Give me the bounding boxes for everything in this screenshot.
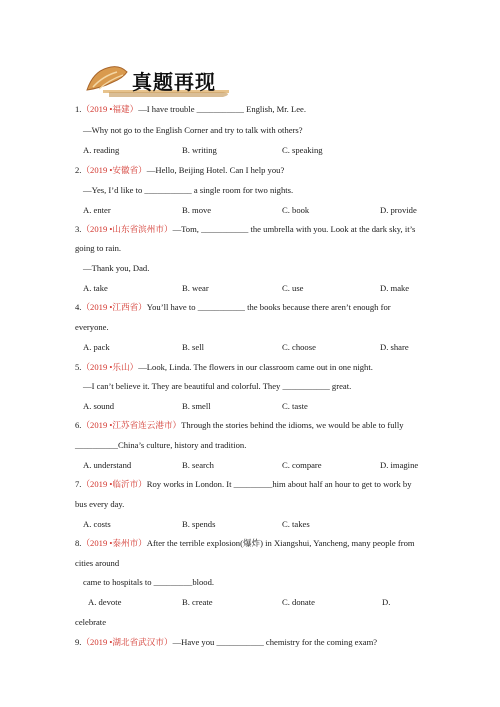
question-text: —Hello, Beijing Hotel. Can I help you? bbox=[146, 165, 285, 175]
question-number: 1. bbox=[75, 104, 82, 114]
question-line: —Why not go to the English Corner and try to talk with others? bbox=[83, 125, 303, 135]
question-number: 4. bbox=[75, 302, 82, 312]
option-d: D. make bbox=[380, 283, 410, 293]
question-source: （2019 •湖北省武汉市） bbox=[81, 637, 173, 647]
option-d: D. provide bbox=[380, 205, 417, 215]
question-number: 7. bbox=[75, 479, 82, 489]
option-b: B. writing bbox=[182, 145, 217, 155]
question-line: bus every day. bbox=[75, 499, 125, 509]
option-a: A. reading bbox=[83, 145, 120, 155]
question-source: （2019 •江西省） bbox=[81, 302, 147, 312]
question-source: （2019 •福建） bbox=[81, 104, 139, 114]
question-text: Through the stories behind the idioms, we would be able to fully bbox=[181, 420, 404, 430]
option-b: B. create bbox=[182, 597, 213, 607]
question-6 bbox=[75, 420, 404, 431]
option-a: A. sound bbox=[83, 401, 115, 411]
option-c: C. choose bbox=[282, 342, 316, 352]
question-line: —Yes, I’d like to ___________ a single room for two nights. bbox=[83, 185, 294, 195]
question-number: 6. bbox=[75, 420, 82, 430]
question-source: （2019 •江苏省连云港市） bbox=[81, 420, 182, 430]
option-c: C. compare bbox=[282, 460, 322, 470]
question-9 bbox=[75, 637, 377, 648]
question-line: came to hospitals to _________blood. bbox=[83, 577, 215, 587]
option-b: B. spends bbox=[182, 519, 216, 529]
option-c: C. book bbox=[282, 205, 310, 215]
question-2 bbox=[75, 165, 284, 176]
option-a: A. devote bbox=[88, 597, 122, 607]
option-b: B. sell bbox=[182, 342, 204, 352]
question-line: everyone. bbox=[75, 322, 109, 332]
option-a: A. understand bbox=[83, 460, 132, 470]
question-text: —Have you ___________ chemistry for the coming exam? bbox=[172, 637, 378, 647]
option-b: B. smell bbox=[182, 401, 211, 411]
question-text: —Look, Linda. The flowers in our classroom came out in one night. bbox=[138, 362, 373, 372]
option-a: A. take bbox=[83, 283, 108, 293]
option-c: C. speaking bbox=[282, 145, 323, 155]
question-7 bbox=[75, 479, 412, 490]
question-source: （2019 •泰州市） bbox=[81, 538, 147, 548]
question-text: —I have trouble ___________ English, Mr. Lee. bbox=[138, 104, 306, 114]
option-a: A. costs bbox=[83, 519, 111, 529]
question-3 bbox=[75, 224, 415, 235]
option-d: D. bbox=[382, 597, 391, 607]
question-number: 3. bbox=[75, 224, 82, 234]
question-source: （2019 •山东省滨州市） bbox=[81, 224, 173, 234]
option-d: D. imagine bbox=[380, 460, 419, 470]
question-1 bbox=[75, 104, 306, 115]
question-4 bbox=[75, 302, 391, 313]
option-c: C. use bbox=[282, 283, 304, 293]
question-line: __________China’s culture, history and tradition. bbox=[75, 440, 247, 450]
option-c: C. taste bbox=[282, 401, 308, 411]
option-a: A. enter bbox=[83, 205, 111, 215]
option-d-text: celebrate bbox=[75, 617, 107, 627]
option-a: A. pack bbox=[83, 342, 110, 352]
option-b: B. search bbox=[182, 460, 214, 470]
question-number: 8. bbox=[75, 538, 82, 548]
option-d: D. share bbox=[380, 342, 409, 352]
option-c: C. takes bbox=[282, 519, 310, 529]
question-line: going to rain. bbox=[75, 243, 122, 253]
question-source: （2019 •乐山） bbox=[81, 362, 139, 372]
question-line: —I can’t believe it. They are beautiful and colorful. They ___________ great. bbox=[83, 381, 352, 391]
question-number: 5. bbox=[75, 362, 82, 372]
question-8 bbox=[75, 538, 415, 549]
question-source: （2019 •临沂市） bbox=[81, 479, 147, 489]
option-b: B. move bbox=[182, 205, 212, 215]
question-line: cities around bbox=[75, 558, 120, 568]
question-5 bbox=[75, 362, 373, 373]
question-line: —Thank you, Dad. bbox=[83, 263, 150, 273]
option-c: C. donate bbox=[282, 597, 315, 607]
question-text: Roy works in London. It _________him about half an hour to get to work by bbox=[146, 479, 412, 489]
option-b: B. wear bbox=[182, 283, 209, 293]
question-source: （2019 •安徽省） bbox=[81, 165, 147, 175]
question-number: 2. bbox=[75, 165, 82, 175]
question-number: 9. bbox=[75, 637, 82, 647]
section-title: 真题再现 bbox=[132, 70, 216, 94]
question-text: —Tom, ___________ the umbrella with you. Look at the dark sky, it’s bbox=[172, 224, 416, 234]
question-text: After the terrible explosion(爆炸) in Xiangshui, Yancheng, many people from bbox=[146, 538, 415, 548]
question-text: You’ll have to ___________ the books because there aren’t enough for bbox=[146, 302, 391, 312]
